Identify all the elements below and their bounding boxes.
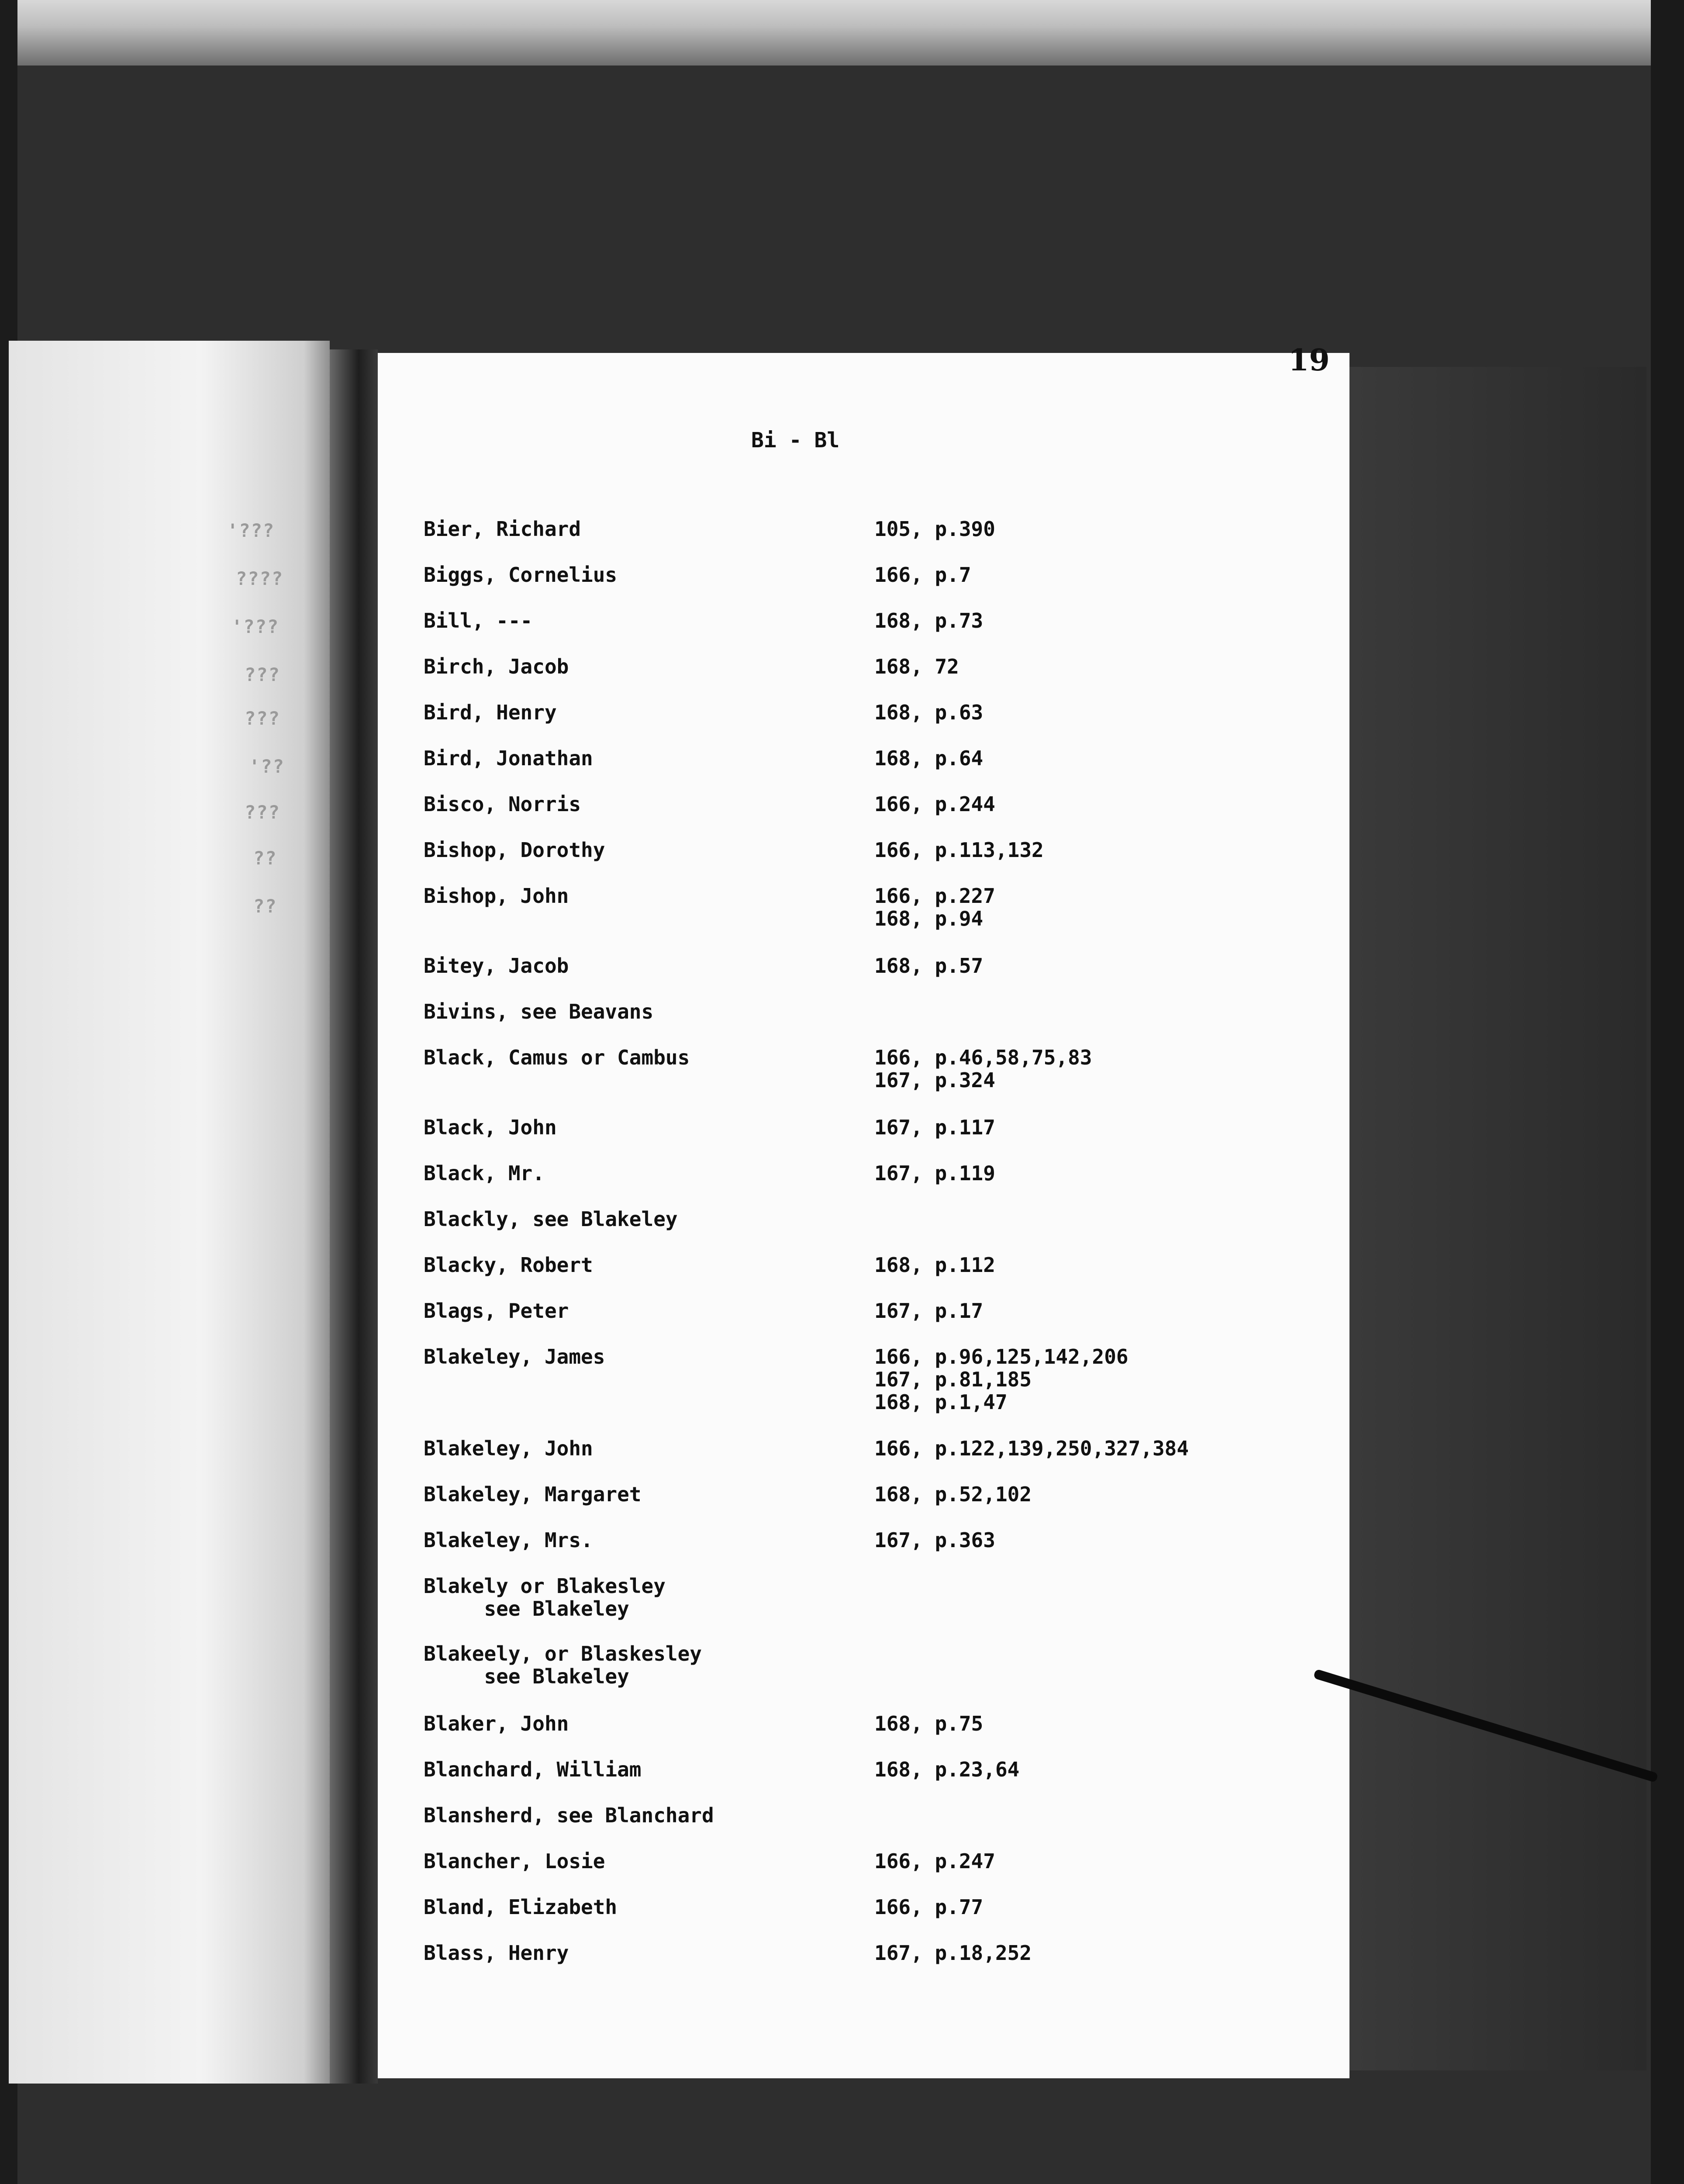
entry-name: Blansherd, see Blanchard [424,1804,714,1827]
entry-name: Bird, Jonathan [424,746,593,770]
entry-reference: 168, p.52,102 [874,1482,1032,1506]
entry-reference: 166, p.122,139,250,327,384 [874,1437,1189,1460]
entry-reference: 168, p.1,47 [874,1390,1008,1414]
entry-name: Bivins, see Beavans [424,1000,654,1023]
entry-reference: 168, p.73 [874,609,983,632]
entry-reference: 167, p.18,252 [874,1941,1032,1965]
entry-name: Birch, Jacob [424,655,569,678]
left-page [9,341,330,2084]
entry-reference: 167, p.324 [874,1068,995,1092]
entry-reference: 167, p.363 [874,1528,995,1552]
entry-name: Bill, --- [424,609,533,632]
entry-name: Blakely or Blakesley see Blakeley [424,1574,666,1621]
entry-reference: 168, 72 [874,655,959,678]
page-number: 19 [1288,343,1330,378]
entry-reference: 168, p.57 [874,954,983,978]
entry-name: Blakeely, or Blaskesley see Blakeley [424,1642,702,1688]
entry-reference: 167, p.17 [874,1299,983,1323]
entry-name: Blackly, see Blakeley [424,1207,678,1231]
entry-name: Blakeley, Margaret [424,1482,642,1506]
entry-name: Bland, Elizabeth [424,1895,618,1919]
film-top-strip [0,0,1684,66]
page-heading: Bi - Bl [751,428,840,453]
book-edge [1332,367,1646,2070]
book-gutter [330,349,378,2084]
entry-reference: 166, p.113,132 [874,838,1044,862]
entry-name: Blanchard, William [424,1758,642,1781]
entry-name: Blancher, Losie [424,1849,605,1873]
entry-name: Blaker, John [424,1712,569,1735]
entry-name: Bier, Richard [424,517,581,541]
entry-name: Blakeley, James [424,1345,605,1368]
entry-reference: 168, p.94 [874,907,983,930]
entry-reference: 105, p.390 [874,517,995,541]
entry-reference: 166, p.77 [874,1895,983,1919]
entry-reference: 166, p.244 [874,792,995,816]
entry-name: Blags, Peter [424,1299,569,1323]
entry-reference: 167, p.81,185 [874,1368,1032,1391]
entry-reference: 168, p.23,64 [874,1758,1020,1781]
entry-reference: 166, p.247 [874,1849,995,1873]
film-frame-right [1651,0,1684,2184]
entry-name: Blakeley, Mrs. [424,1528,593,1552]
entry-name: Blakeley, John [424,1437,593,1460]
entry-reference: 168, p.64 [874,746,983,770]
entry-reference: 167, p.117 [874,1116,995,1139]
entry-reference: 168, p.63 [874,701,983,724]
entry-name: Bishop, Dorothy [424,838,605,862]
entry-name: Bishop, John [424,884,569,908]
entry-name: Black, John [424,1116,557,1139]
entry-reference: 168, p.75 [874,1712,983,1735]
entry-name: Blacky, Robert [424,1253,593,1277]
entry-reference: 166, p.96,125,142,206 [874,1345,1128,1368]
entry-name: Blass, Henry [424,1941,569,1965]
entry-reference: 166, p.227 [874,884,995,908]
entry-reference: 166, p.7 [874,563,971,587]
entry-name: Biggs, Cornelius [424,563,618,587]
entry-name: Bisco, Norris [424,792,581,816]
entry-name: Bitey, Jacob [424,954,569,978]
entry-reference: 166, p.46,58,75,83 [874,1046,1092,1069]
entry-name: Black, Camus or Cambus [424,1046,690,1069]
entry-reference: 167, p.119 [874,1161,995,1185]
entry-name: Bird, Henry [424,701,557,724]
entry-name: Black, Mr. [424,1161,545,1185]
entry-reference: 168, p.112 [874,1253,995,1277]
